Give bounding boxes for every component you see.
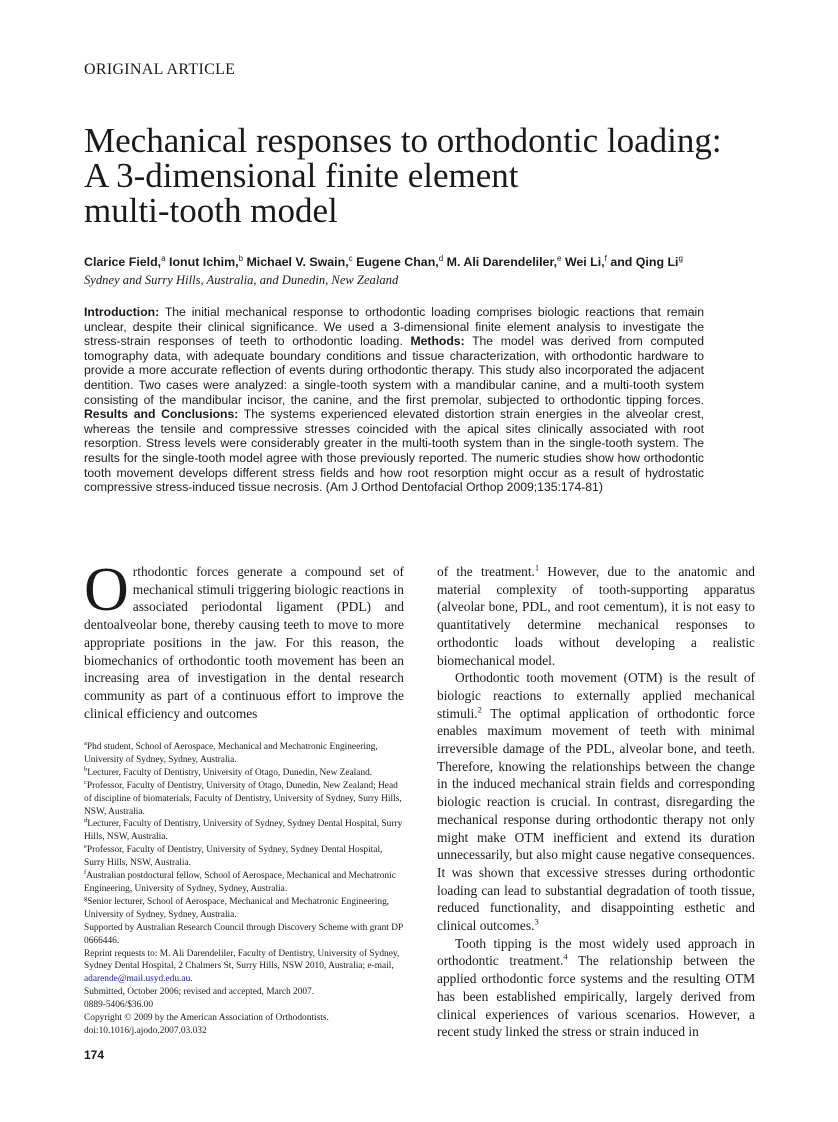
title-line: A 3-dimensional finite element: [84, 156, 519, 195]
author-name: Ionut Ichim,: [169, 255, 239, 270]
author-mark: b: [238, 254, 244, 263]
abstract-intro-label: Introduction:: [84, 305, 160, 319]
affiliation-line: Sydney and Surry Hills, Australia, and Dunedin, New Zealand: [84, 273, 399, 287]
body-paragraph: of the treatment.$^1$ However, due to the anatomic and material complexity of tooth-supporting apparatus (alveolar bone, PDL, and root cementum), it is not easy to quantitatively determine mechanical responses to orthodontic loads without developing a realistic biomechanical model.: [437, 562, 755, 668]
author-name: Eugene Chan,: [356, 255, 439, 270]
abstract-intro-text: The initial mechanical response to orthodontic loading comprises biologic reactions that remain unclear, despite their clinical significance. We used a 3-dimensional finite element analysis to investigate the stress-strain responses of teeth to orthodontic loading.: [84, 305, 704, 349]
author-name: Clarice Field,: [84, 255, 162, 270]
funding-note: Supported by Australian Research Council through Discovery Scheme with grant DP 0666446.: [84, 922, 403, 946]
citation-ref: 3: [534, 916, 539, 927]
author-name: M. Ali Darendeliler,: [446, 255, 558, 270]
citation-ref: 1: [534, 562, 540, 573]
footnote: $^e$Professor, Faculty of Dentistry, University of Sydney, Sydney Dental Hospital, Surry Hills, NSW, Australia.: [84, 843, 383, 869]
abstract-methods-text: The model was derived from computed tomography data, with adequate boundary conditions and tissue characterization, with orthodontic hardware to provide a more accurate reflection of events during orthodontic therapy. This study also incorporated the adjacent dentition. Two cases were analyzed: a single-tooth system with a mandibular canine, and a multi-tooth system consisting of the mandibular incisor, the canine, and the first premolar, subjected to orthodontic tipping forces.: [84, 334, 704, 407]
email-link[interactable]: adarende@mail.usyd.edu.au: [84, 974, 191, 985]
author-name: Wei Li,: [564, 255, 605, 270]
title-line: multi-tooth model: [84, 191, 338, 230]
page-number: 174: [84, 1048, 105, 1062]
footnote: $^a$Phd student, School of Aerospace, Mechanical and Mechatronic Engineering, University of Sydney, Sydney, Australia.: [84, 739, 378, 765]
footnotes: [84, 741, 404, 1038]
footnote: $^b$Lecturer, Faculty of Dentistry, University of Otago, Dunedin, New Zealand.: [84, 765, 373, 778]
doi: doi:10.1016/j.ajodo.2007.03.032: [84, 1025, 207, 1036]
drop-cap: O: [84, 556, 129, 624]
author-name: Michael V. Swain,: [246, 255, 349, 270]
intro-paragraph-text: rthodontic forces generate a compound set of mechanical stimuli triggering biologic reactions in associated periodontal ligament (PDL) and dentoalveolar bone, thereby causing teeth to move to more appropriate positions in the jaw. For this reason, the biomechanics of orthodontic tooth movement has been an increasing area of investigation in the dental research community as part of a continuous effort to improve the clinical efficiency and outcomes: [84, 564, 404, 721]
section-label: ORIGINAL ARTICLE: [84, 61, 236, 78]
citation-ref: 4: [563, 952, 568, 962]
author-name: and Qing Li: [610, 255, 679, 270]
body-column-right: [437, 563, 755, 1041]
author-mark: a: [161, 254, 166, 263]
footnote: $^c$Professor, Faculty of Dentistry, University of Otago, Dunedin, New Zealand; Head of discipline of biomaterials, Faculty of Dentistry, University of Sydney, Surry Hills, NSW, Australia.: [84, 778, 402, 817]
abstract-results-label: Results and Conclusions:: [84, 407, 239, 422]
author-mark: f: [604, 254, 607, 263]
author-mark: e: [557, 254, 562, 263]
submission-dates: Submitted, October 2006; revised and accepted, March 2007.: [84, 987, 315, 998]
footnote: $^g$Senior lecturer, School of Aerospace, Mechanical and Mechatronic Engineering, University of Sydney, Sydney, Australia.: [84, 894, 390, 920]
footnote: $^f$Australian postdoctural fellow, School of Aerospace, Mechanical and Mechatronic Engineering, University of Sydney, Sydney, Australia.: [84, 868, 396, 894]
author-mark: g: [678, 254, 683, 263]
author-mark: c: [348, 254, 353, 263]
reprint-note: Reprint requests to: M. Ali Darendeliler, Faculty of Dentistry, University of Sydney, Sydney Dental Hospital, 2 Chalmers St, Surry Hills, NSW 2010, Australia; e-mail, adarende@mail.usyd.edu.au.: [84, 948, 400, 985]
intro-paragraph: [84, 556, 404, 722]
citation-ref: 2: [477, 704, 482, 715]
body-column-left: [84, 556, 404, 722]
abstract-methods-label: Methods:: [410, 334, 465, 349]
copyright-note: Copyright © 2009 by the American Association of Orthodontists.: [84, 1013, 329, 1024]
issn: 0889-5406/$36.00: [84, 1000, 154, 1011]
author-list: [84, 254, 764, 269]
abstract: [84, 305, 704, 495]
body-paragraph: Orthodontic tooth movement (OTM) is the result of biologic reactions to externally applied mechanical stimuli.$^2$ The optimal application of orthodontic force enables maximum movement of teeth with minimal irreversible damage of the PDL, alveolar bone, and teeth. Therefore, knowing the relationships between the change in the induced mechanical strain fields and corresponding biologic reaction is crucial. In contrast, disregarding the mechanical response during orthodontic therapy not only might make OTM inefficient and extend its duration unnecessarily, but also might cause negative consequences. It was shown that excessive stresses during orthodontic loading can lead to substantial degradation of tooth tissue, reduced functionality, and disappointing esthetic and clinical outcomes.$^3$: [437, 670, 755, 934]
abstract-results-text: The systems experienced elevated distortion strain energies in the alveolar crest, whereas the tensile and compressive stresses coincided with the apical sites clinically associated with root resorption. Stress levels were considerably greater in the multi-tooth system than in the single-tooth system. The results for the single-tooth model agree with those previously reported. The numeric studies show how orthodontic tooth movement develops different stress fields and how root resorption might occur as a result of hydrostatic compressive stress-induced tissue necrosis. (Am J Orthod Dentofacial Orthop 2009;135:174-81): [84, 407, 705, 495]
author-mark: d: [438, 254, 444, 263]
footnote: $^d$Lecturer, Faculty of Dentistry, University of Sydney, Sydney Dental Hospital, Surry Hills, NSW, Australia.: [84, 817, 403, 843]
body-paragraph: Tooth tipping is the most widely used approach in orthodontic treatment.$^4$ The relationship between the applied orthodontic force systems and the resulting OTM has been established empirically, largely derived from clinical experiences of various scenarios. However, a recent study linked the stress or strain induced in: [437, 935, 755, 1040]
article-title: [84, 123, 764, 228]
title-line: Mechanical responses to orthodontic loading:: [84, 121, 722, 160]
